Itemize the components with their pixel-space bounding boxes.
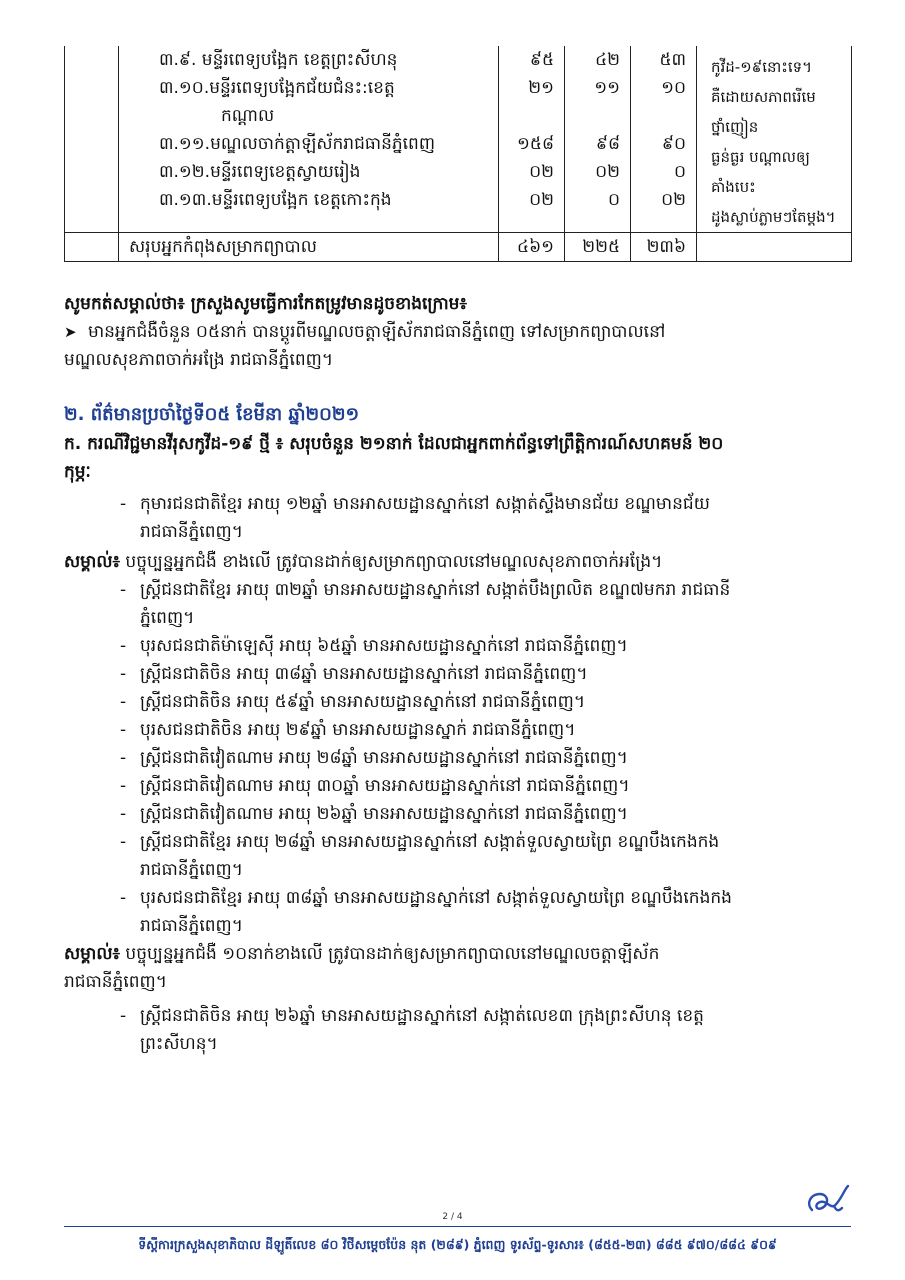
case-item xyxy=(64,800,854,828)
dash-bullet-icon: - xyxy=(120,1006,127,1026)
note-text: បច្ចុប្បន្នអ្នកជំងឺ ១០នាក់ខាងលើ ត្រូវបានដាក់ឲ្យសម្រាកព្យាបាលនៅមណ្ឌលចត្តាឡីស័ក xyxy=(120,944,660,964)
case-item xyxy=(64,772,854,800)
recovered-value: ០ xyxy=(607,190,620,210)
remark-line: ធ្ងន់ធ្ងរ បណ្តាលឲ្យគាំងបេះ xyxy=(711,148,810,196)
case-text: ស្ត្រីជនជាតិខ្មែរ អាយុ ២៨ឆ្នាំ មានអាសយដ្ឋានស្នាក់នៅ សង្កាត់ទួលស្វាយព្រៃ ខណ្ឌបឹងកេងកង xyxy=(140,832,720,852)
note-2 xyxy=(64,940,854,996)
recovered-sum: ២២៥ xyxy=(565,233,631,262)
total-cases-value: ១៥៨ xyxy=(517,134,554,154)
note-1 xyxy=(64,548,854,576)
total-label-cell xyxy=(119,233,499,262)
correction-item-line: មណ្ឌលសុខភាពចាក់អង្រែ រាជធានីភ្នំពេញ។ xyxy=(64,350,334,370)
note-label: សម្គាល់៖ xyxy=(64,944,121,964)
note-text: រាជធានីភ្នំពេញ។ xyxy=(64,972,167,992)
page-number: 2 / 4 xyxy=(442,1212,463,1222)
case-item xyxy=(64,716,854,744)
facility-name: ៣.១៣.មន្ទីរពេទ្យបង្អែក ខេត្តកោះកុង xyxy=(159,190,392,210)
total-cases-sum: ៤៦១ xyxy=(499,233,565,262)
section-2-heading: ២. ព័ត៌មានប្រចាំថ្ងៃទី០៥ ខែមីនា ឆ្នាំ២០២១ xyxy=(64,404,360,425)
total-cases-value: ៩៥ xyxy=(529,50,554,70)
footer-address: ទីស្តីការក្រសួងសុខាភិបាល ដីឡូតិ៍លេខ ៨០ វិថីសម្តេចប៉ែន នុត (២៨៩) ភ្នំពេញ ទូរស័ព្ទ-ទូរសារ៖ (៨៥៥-២៣) ៨៨៥ ៩៧០/៨៨៤ ៩០៩ xyxy=(138,1237,777,1252)
case-item xyxy=(64,490,854,546)
case-text: រាជធានីភ្នំពេញ។ xyxy=(140,916,243,936)
table-body-row xyxy=(65,46,852,233)
note-label: សម្គាល់៖ xyxy=(64,552,121,572)
dash-bullet-icon: - xyxy=(120,804,127,824)
case-text: ស្ត្រីជនជាតិចិន អាយុ ២៦ឆ្នាំ មានអាសយដ្ឋានស្នាក់នៅ សង្កាត់លេខ៣ ក្រុងព្រះសីហនុ ខេត្ត xyxy=(140,1006,704,1026)
total-cases-value: ០២ xyxy=(529,162,554,182)
treating-value: ៥៣ xyxy=(659,50,686,70)
arrow-bullet-icon: ➤ xyxy=(64,323,77,341)
note-text: បច្ចុប្បន្នអ្នកជំងឺ ខាងលើ ត្រូវបានដាក់ឲ្យសម្រាកព្យាបាលនៅមណ្ឌលសុខភាពចាក់អង្រែ។ xyxy=(120,552,663,572)
index-column-cell xyxy=(65,233,119,262)
dash-bullet-icon: - xyxy=(120,888,127,908)
total-cases-cell xyxy=(499,46,565,233)
facility-name-cell xyxy=(119,46,499,233)
case-text: ស្ត្រីជនជាតិចិន អាយុ ៣៨ឆ្នាំ មានអាសយដ្ឋានស្នាក់នៅ រាជធានីភ្នំពេញ។ xyxy=(140,664,588,684)
table-total-row xyxy=(65,233,852,262)
recovered-cell xyxy=(565,46,631,233)
dash-bullet-icon: - xyxy=(120,776,127,796)
treating-value: ០២ xyxy=(661,190,686,210)
case-text: ស្ត្រីជនជាតិខ្មែរ អាយុ ៣២ឆ្នាំ មានអាសយដ្ឋានស្នាក់នៅ សង្កាត់បឹងព្រលិត ខណ្ឌ៧មករា រាជធានី xyxy=(140,580,731,600)
correction-heading: សូមកត់សម្គាល់ថា៖ ក្រសួងសូមធ្វើការកែតម្រូវមានដូចខាងក្រោម៖ xyxy=(64,294,467,314)
dash-bullet-icon: - xyxy=(120,494,127,514)
case-text: ស្ត្រីជនជាតិវៀតណាម អាយុ ២៨ឆ្នាំ មានអាសយដ្ឋានស្នាក់នៅ រាជធានីភ្នំពេញ។ xyxy=(140,748,628,768)
footer-divider xyxy=(64,1226,851,1227)
case-text: ភ្នំពេញ។ xyxy=(140,608,195,628)
remark-line: ដូងស្លាប់ភ្លាមៗតែម្តង។ xyxy=(711,208,836,226)
case-text: ស្ត្រីជនជាតិវៀតណាម អាយុ ២៦ឆ្នាំ មានអាសយដ្ឋានស្នាក់នៅ រាជធានីភ្នំពេញ។ xyxy=(140,804,628,824)
dash-bullet-icon: - xyxy=(120,720,127,740)
treating-cell xyxy=(631,46,697,233)
total-cases-value: ២១ xyxy=(528,78,554,98)
case-text: កុមារជនជាតិខ្មែរ អាយុ ១២ឆ្នាំ មានអាសយដ្ឋានស្នាក់នៅ សង្កាត់ស្ទឹងមានជ័យ ខណ្ឌមានជ័យ xyxy=(140,494,710,514)
recovered-value: ៤២ xyxy=(595,50,620,70)
facility-name: ៣.១០.មន្ទីរពេទ្យបង្អែកជ័យជំនះ:ខេត្ត xyxy=(159,78,395,98)
remark-line: គឺដោយសភាពរើមេថ្នាំញៀន xyxy=(711,88,816,136)
dash-bullet-icon: - xyxy=(120,580,127,600)
treating-value: ០ xyxy=(673,162,686,182)
remark-line: កូវីដ-១៩នោះទេ។ xyxy=(711,58,812,76)
dash-bullet-icon: - xyxy=(120,636,127,656)
correction-item-line: មានអ្នកជំងឺចំនួន ០៥នាក់ បានប្តូរពីមណ្ឌលចត្តាឡីស័ករាជធានីភ្នំពេញ ទៅសម្រាកព្យាបាលនៅ xyxy=(88,322,666,342)
case-item xyxy=(64,632,854,660)
case-text: ស្ត្រីជនជាតិចិន អាយុ ៥៩ឆ្នាំ មានអាសយដ្ឋានស្នាក់នៅ រាជធានីភ្នំពេញ។ xyxy=(140,692,586,712)
correction-item xyxy=(64,318,854,346)
section-2 xyxy=(64,400,854,1058)
case-text: ព្រះសីហនុ។ xyxy=(140,1034,218,1054)
facility-name: ៣.៩. មន្ទីរពេទ្យបង្អែក ខេត្តព្រះសីហនុ xyxy=(159,50,398,70)
case-item xyxy=(64,744,854,772)
case-text: បុរសជនជាតិម៉ាឡេស៊ី អាយុ ៦៥ឆ្នាំ មានអាសយដ្ឋានស្នាក់នៅ រាជធានីភ្នំពេញ។ xyxy=(140,636,628,656)
index-column-cell xyxy=(65,46,119,233)
recovered-value: ០២ xyxy=(595,162,620,182)
case-text: រាជធានីភ្នំពេញ។ xyxy=(140,860,243,880)
total-label: សរុបអ្នកកំពុងសម្រាកព្យាបាល xyxy=(129,237,317,257)
new-cases-subheading xyxy=(64,430,854,486)
case-text: បុរសជនជាតិខ្មែរ អាយុ ៣៨ឆ្នាំ មានអាសយដ្ឋានស្នាក់នៅ សង្កាត់ទួលស្វាយព្រៃ ខណ្ឌបឹងកេងកង xyxy=(140,888,732,908)
dash-bullet-icon: - xyxy=(120,664,127,684)
facility-name: ៣.១២.មន្ទីរពេទ្យខេត្តស្វាយរៀង xyxy=(159,162,361,182)
total-cases-value: ០២ xyxy=(529,190,554,210)
case-item xyxy=(64,660,854,688)
recovered-value: ១១ xyxy=(594,78,620,98)
treatment-stats-table xyxy=(64,46,852,262)
case-item xyxy=(64,688,854,716)
case-text: រាជធានីភ្នំពេញ។ xyxy=(140,522,243,542)
correction-section xyxy=(64,290,854,374)
treating-value: ៩០ xyxy=(661,134,686,154)
case-item xyxy=(64,884,854,940)
facility-name: ៣.១១.មណ្ឌលចាក់ត្តាឡីស័ករាជធានីភ្នំពេញ xyxy=(159,134,436,154)
recovered-value: ៩៨ xyxy=(595,134,620,154)
dash-bullet-icon: - xyxy=(120,832,127,852)
remarks-empty-cell xyxy=(697,233,852,262)
dash-bullet-icon: - xyxy=(120,692,127,712)
facility-name-continued: កណ្តាល xyxy=(221,106,275,126)
case-item xyxy=(64,828,854,884)
treating-value: ១០ xyxy=(661,78,686,98)
case-text: បុរសជនជាតិចិន អាយុ ២៩ឆ្នាំ មានអាសយដ្ឋានស្នាក់ រាជធានីភ្នំពេញ។ xyxy=(140,720,576,740)
treating-sum: ២៣៦ xyxy=(631,233,697,262)
remarks-cell xyxy=(697,46,852,233)
dash-bullet-icon: - xyxy=(120,748,127,768)
case-item xyxy=(64,576,854,632)
case-item xyxy=(64,1002,854,1058)
subheading-line: ក. ករណីវិជ្ជមានវីរុសកូវីដ-១៩ ថ្មី ៖ សរុបចំនួន ២១នាក់ ដែលជាអ្នកពាក់ព័ន្ធទៅព្រឹត្តិការណ៍សហគមន៍ ២០ xyxy=(64,434,724,454)
subheading-line: កុម្ភៈ xyxy=(64,462,91,482)
case-text: ស្ត្រីជនជាតិវៀតណាម អាយុ ៣០ឆ្នាំ មានអាសយដ្ឋានស្នាក់នៅ រាជធានីភ្នំពេញ។ xyxy=(140,776,630,796)
